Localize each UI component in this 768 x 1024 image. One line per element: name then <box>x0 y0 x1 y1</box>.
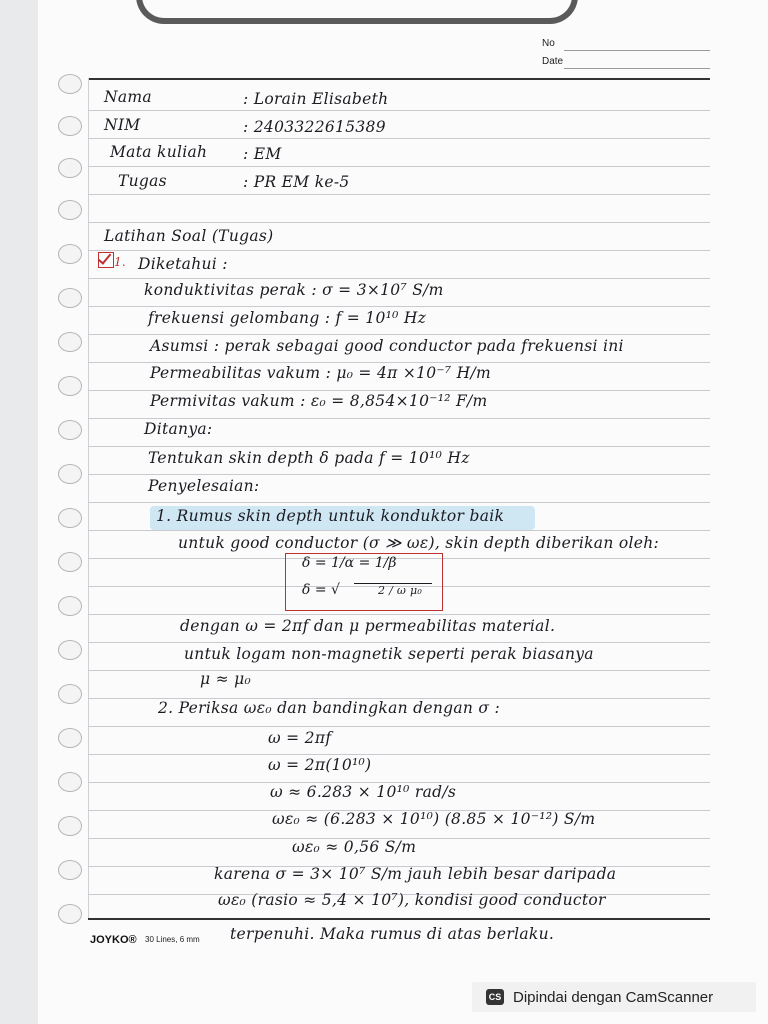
ditanya-label: Ditanya: <box>144 420 213 438</box>
camscanner-icon: CS <box>486 989 504 1005</box>
karena-2: ωε₀ (rasio ≈ 5,4 × 10⁷), kondisi good conductor <box>218 891 606 909</box>
step1-heading: 1. Rumus skin depth untuk konduktor baik <box>156 507 505 525</box>
omega-2: ω = 2π(10¹⁰) <box>268 756 372 774</box>
karena-1: karena σ = 3× 10⁷ S/m jauh lebih besar daripada <box>214 865 617 883</box>
nama-value: : Lorain Elisabeth <box>243 90 389 108</box>
brand-logo: JOYKO® <box>90 934 137 946</box>
camscanner-text: Dipindai dengan CamScanner <box>513 988 714 1006</box>
known-4: Permeabilitas vakum : μ₀ = 4π ×10⁻⁷ H/m <box>150 364 491 382</box>
brand-subtitle: 30 Lines, 6 mm <box>145 935 200 944</box>
no-label: No <box>542 38 555 49</box>
diketahui-label: Diketahui : <box>138 255 228 273</box>
omega-3: ω ≈ 6.283 × 10¹⁰ rad/s <box>270 783 457 801</box>
date-label: Date <box>542 56 564 67</box>
known-5: Permivitas vakum : ε₀ = 8,854×10⁻¹² F/m <box>150 392 488 410</box>
mu-approx: μ ≈ μ₀ <box>200 670 252 688</box>
camscanner-badge <box>472 982 756 1012</box>
omega-5: ωε₀ ≈ 0,56 S/m <box>292 838 417 856</box>
formula-skin-depth-2: δ = √ <box>302 582 340 598</box>
tugas-value: : PR EM ke-5 <box>243 173 350 191</box>
nim-value: : 2403322615389 <box>243 118 386 136</box>
top-rule <box>88 78 710 80</box>
known-2: frekuensi gelombang : f = 10¹⁰ Hz <box>148 309 427 327</box>
omega-1: ω = 2πf <box>268 729 332 747</box>
step1-text: untuk good conductor (σ ≫ ωε), skin depth diberikan oleh: <box>178 534 659 552</box>
matkul-label: Mata kuliah <box>110 143 208 161</box>
dengan-text: dengan ω = 2πf dan μ permeabilitas material. <box>180 617 556 635</box>
nim-label: NIM <box>104 116 141 134</box>
bottom-rule <box>88 918 710 920</box>
tugas-label: Tugas <box>118 172 167 190</box>
penyelesaian-label: Penyelesaian: <box>148 477 260 495</box>
margin-line <box>88 78 89 918</box>
question-number: 1. <box>114 255 127 269</box>
known-1: konduktivitas perak : σ = 3×10⁷ S/m <box>144 281 444 299</box>
nama-label: Nama <box>104 88 152 106</box>
known-3: Asumsi : perak sebagai good conductor pada frekuensi ini <box>150 337 624 355</box>
latihan-heading: Latihan Soal (Tugas) <box>104 227 274 245</box>
binder-clip <box>136 0 578 24</box>
formula-skin-depth-1: δ = 1/α = 1/β <box>302 555 397 571</box>
checkmark-icon <box>98 252 114 268</box>
step2-heading: 2. Periksa ωε₀ dan bandingkan dengan σ : <box>158 699 501 717</box>
omega-4: ωε₀ ≈ (6.283 × 10¹⁰) (8.85 × 10⁻¹²) S/m <box>272 810 596 828</box>
logam-text: untuk logam non-magnetik seperti perak biasanya <box>184 645 594 663</box>
matkul-value: : EM <box>243 145 282 163</box>
formula-fraction: 2 / ω μ₀ <box>378 584 423 597</box>
ditanya-text: Tentukan skin depth δ pada f = 10¹⁰ Hz <box>148 449 470 467</box>
karena-3: terpenuhi. Maka rumus di atas berlaku. <box>230 925 555 943</box>
